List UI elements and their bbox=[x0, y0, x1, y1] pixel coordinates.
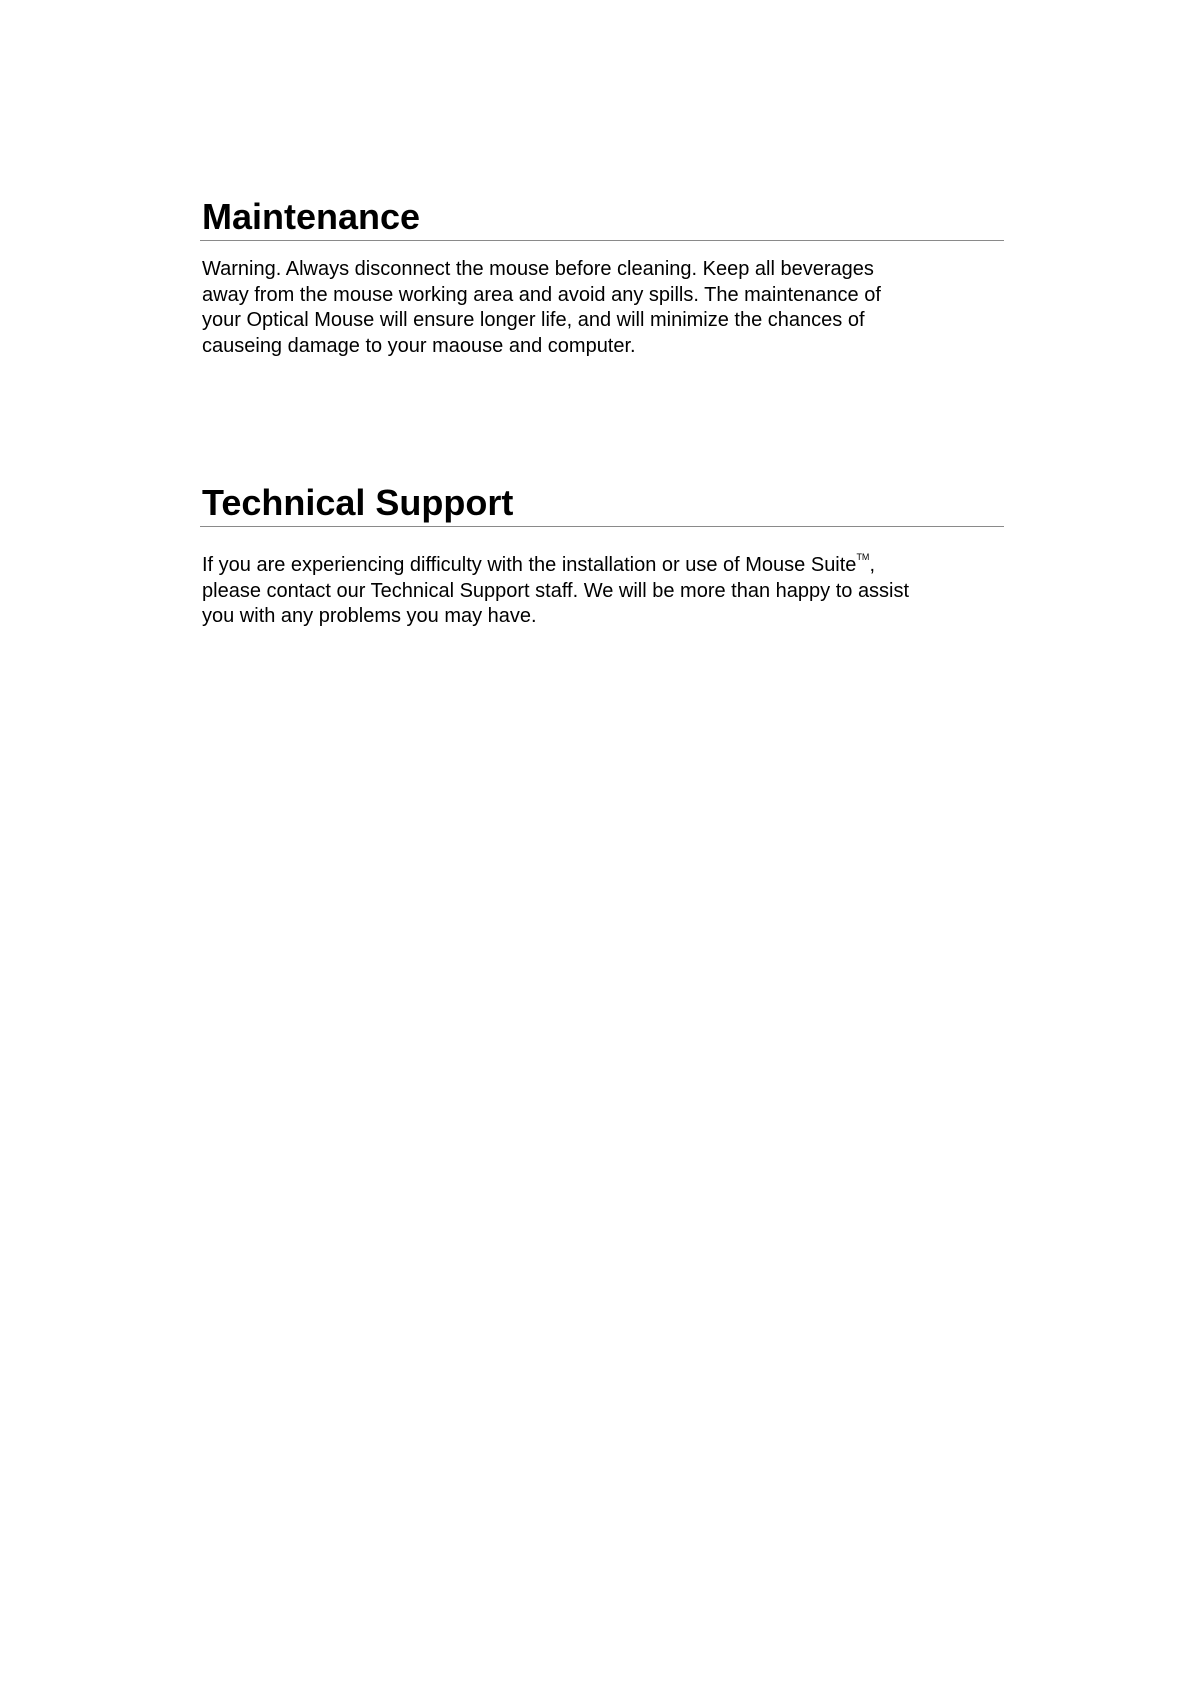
technical-support-heading: Technical Support bbox=[200, 480, 1004, 527]
technical-support-text-end: , please contact our Technical Support staff. We will be more than happy to assist you with any problems you may have. bbox=[202, 554, 910, 627]
maintenance-section bbox=[200, 194, 1004, 359]
maintenance-paragraph: Warning. Always disconnect the mouse before cleaning. Keep all beverages away from the mouse working area and avoid any spills. The maintenance of your Optical Mouse will ensure longer life, and will minimize the chances of causeing damage to your maouse and computer. bbox=[202, 258, 881, 357]
trademark-mark: TM bbox=[856, 552, 870, 562]
technical-support-text-start: If you are experiencing difficulty with the installation or use of Mouse Suite bbox=[202, 554, 857, 576]
maintenance-heading: Maintenance bbox=[200, 194, 1004, 241]
technical-support-paragraph bbox=[200, 553, 1004, 630]
technical-support-section bbox=[200, 480, 1004, 630]
